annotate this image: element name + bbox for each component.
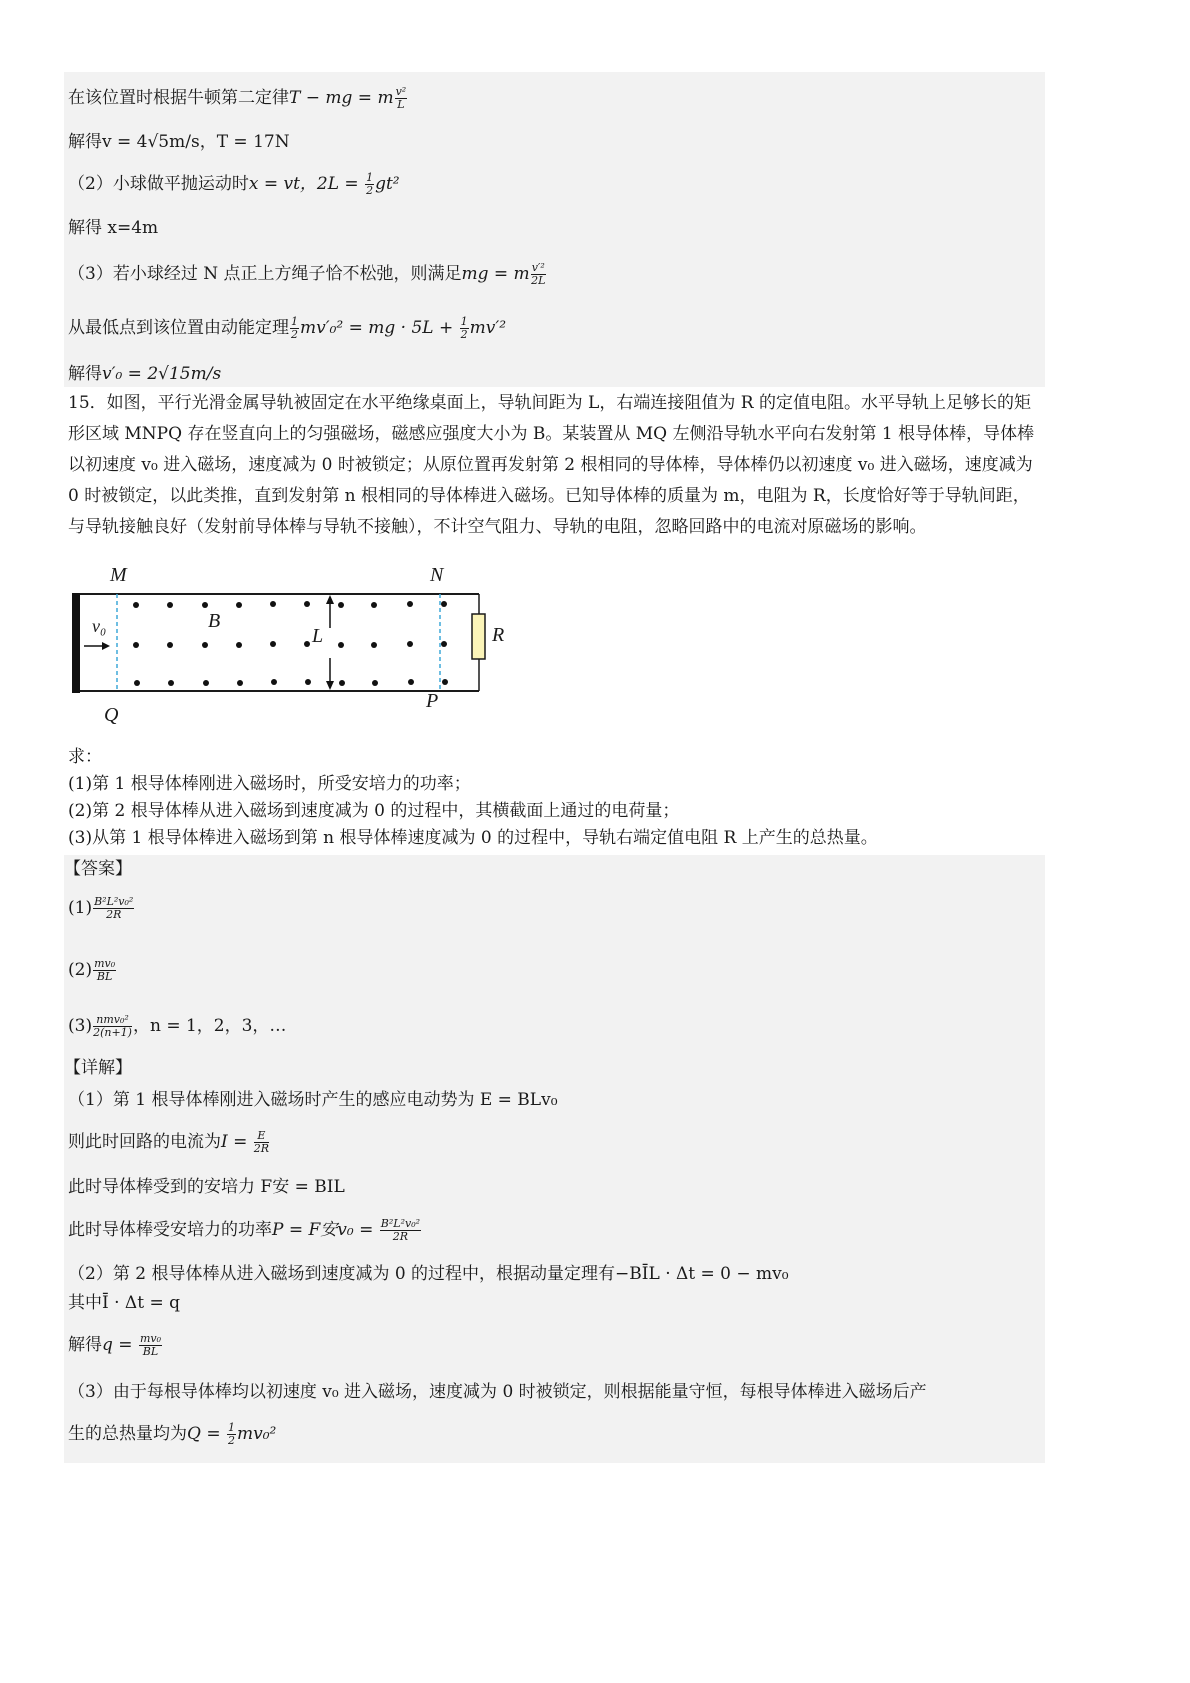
prev-line-7 — [68, 362, 221, 386]
equation: q = — [102, 1335, 138, 1355]
denominator: 2R — [253, 1142, 270, 1155]
prev-line-4 — [68, 216, 158, 240]
suffix: ，n = 1，2，3，… — [132, 1016, 287, 1036]
numerator: v′² — [531, 261, 545, 274]
question-number: 15． — [68, 393, 107, 413]
text: 解得 x=4m — [68, 218, 159, 238]
denominator: 2R — [392, 1230, 409, 1243]
question-paragraph — [68, 388, 1043, 543]
label-B: B — [208, 610, 221, 632]
numerator: B²L²v₀² — [380, 1217, 421, 1230]
text: （2）小球做平抛运动时 — [68, 174, 249, 194]
equation: mv′² — [469, 318, 507, 338]
equation: mv₀² — [237, 1424, 277, 1444]
denominator: 2R — [106, 908, 122, 921]
detail-5: （2）第 2 根导体棒从进入磁场到速度减为 0 的过程中，根据动量定理有−BĪL · Δt = 0 − mv₀ — [68, 1264, 789, 1284]
denominator: BL — [96, 970, 113, 983]
ask-label: 求： — [68, 747, 102, 767]
numerator: 1 — [460, 315, 468, 328]
detail-2 — [68, 1130, 270, 1155]
equation: v = 4√5m/s，T = 17N — [102, 132, 290, 152]
text: 解得 — [68, 132, 102, 152]
detail-heading: 【详解】 — [64, 1058, 132, 1078]
answer-block — [64, 855, 1045, 1463]
numerator: 1 — [291, 315, 298, 328]
equation: P = F安v₀ = — [272, 1220, 379, 1240]
answer-1 — [68, 896, 135, 921]
fraction — [139, 1333, 162, 1358]
label-N: N — [430, 564, 444, 586]
text: （3）若小球经过 N 点正上方绳子恰不松弛，则满足 — [68, 264, 462, 284]
label-R: R — [492, 624, 505, 646]
equation: mg = m — [461, 264, 530, 284]
fraction — [93, 958, 116, 983]
detail-4 — [68, 1218, 422, 1243]
prefix: (1) — [68, 898, 93, 918]
equation: x = vt，2L = — [248, 174, 365, 194]
answer-heading: 【答案】 — [64, 859, 132, 879]
denominator: 2(n+1) — [93, 1026, 132, 1039]
text: 在该位置时根据牛顿第二定律 — [68, 88, 289, 108]
equation: T − mg = m — [289, 88, 394, 108]
numerator: 1 — [366, 171, 374, 184]
text: 则此时回路的电流为 — [68, 1132, 221, 1152]
detail-3: 此时导体棒受到的安培力 F安 = BIL — [68, 1177, 345, 1197]
denominator: L — [397, 98, 405, 111]
prefix: (3) — [68, 1016, 93, 1036]
label-v0: v₀ — [92, 616, 107, 636]
denominator: 2 — [366, 184, 374, 197]
question-text: 如图，平行光滑金属导轨被固定在水平绝缘桌面上，导轨间距为 L，右端连接阻值为 R 的定值电阻。水平导轨上足够长的矩形区域 MNPQ 存在竖直向上的匀强磁场，磁感应强度大小为 B。某装置从 MQ 左侧沿导轨水平向右发射第 1 根导体棒，导体棒以初速度 v₀ 进入磁场，速度减为 0 时被锁定；从原位置再发射第 2 根相同的导体棒，导体棒仍以初速度 v₀ 进入磁场，速度减为 0 时被锁定，以此类推，直到发射第 n 根相同的导体棒进入磁场。已知导体棒的质量为 m，电阻为 R，长度恰好等于导轨间距，与导轨接触良好（发射前导体棒与导轨不接触），不计空气阻力、导轨的电阻，忽略回路中的电流对原磁场的影响。 — [68, 393, 1035, 537]
answer-3 — [68, 1014, 286, 1039]
fraction — [395, 86, 408, 111]
prev-line-6 — [68, 316, 506, 341]
detail-1: （1）第 1 根导体棒刚进入磁场时产生的感应电动势为 E = BLv₀ — [68, 1090, 558, 1110]
prev-line-1 — [68, 86, 408, 111]
prev-line-3 — [68, 172, 400, 197]
text: 解得 — [68, 364, 102, 384]
equation: v′₀ = 2√15m/s — [102, 364, 222, 384]
label-P: P — [426, 690, 439, 712]
numerator: B²L²v₀² — [94, 895, 134, 908]
denominator: 2 — [228, 1434, 235, 1447]
fraction — [460, 316, 469, 341]
text: 解得 — [68, 1335, 102, 1355]
text: 此时导体棒受安培力的功率 — [68, 1220, 272, 1240]
denominator: 2 — [291, 328, 298, 341]
fraction — [93, 896, 134, 921]
equation: gt² — [375, 174, 400, 194]
fraction — [380, 1218, 421, 1243]
detail-6: 其中Ī · Δt = q — [68, 1293, 180, 1313]
detail-7 — [68, 1333, 163, 1358]
numerator: nmv₀² — [93, 1014, 132, 1027]
denominator: BL — [142, 1345, 159, 1358]
sub-question-3: (3)从第 1 根导体棒进入磁场到第 n 根导体棒速度减为 0 的过程中，导轨右端定值电阻 R 上产生的总热量。 — [68, 828, 878, 848]
fraction — [254, 1130, 269, 1155]
label-M: M — [110, 564, 127, 586]
equation: Q = — [187, 1424, 226, 1444]
numerator: v² — [395, 85, 407, 98]
fraction — [93, 1014, 132, 1039]
fraction — [227, 1422, 236, 1447]
sub-question-2: (2)第 2 根导体棒从进入磁场到速度减为 0 的过程中，其横截面上通过的电荷量； — [68, 801, 680, 821]
text: 生的总热量均为 — [68, 1424, 187, 1444]
numerator: E — [254, 1130, 269, 1143]
detail-8: （3）由于每根导体棒均以初速度 v₀ 进入磁场，速度减为 0 时被锁定，则根据能量守恒，每根导体棒进入磁场后产 — [68, 1382, 927, 1402]
text: 从最低点到该位置由动能定理 — [68, 318, 289, 338]
prev-line-2 — [68, 130, 290, 154]
prev-line-5 — [68, 262, 547, 287]
rails-magnetic-field-figure — [68, 562, 528, 742]
prefix: (2) — [68, 960, 93, 980]
numerator: mv₀ — [139, 1332, 161, 1345]
equation: mv′₀² = mg · 5L + — [300, 318, 459, 338]
answer-2 — [68, 958, 117, 983]
fraction — [531, 262, 546, 287]
label-Q: Q — [104, 704, 119, 726]
fraction — [290, 316, 299, 341]
equation: I = — [221, 1132, 253, 1152]
denominator: 2 — [460, 328, 468, 341]
numerator: 1 — [228, 1421, 235, 1434]
detail-9 — [68, 1422, 276, 1447]
sub-question-1: (1)第 1 根导体棒刚进入磁场时，所受安培力的功率； — [68, 774, 471, 794]
label-L: L — [312, 625, 324, 647]
fraction — [365, 172, 374, 197]
circuit-diagram — [68, 562, 528, 742]
numerator: mv₀ — [94, 957, 116, 970]
denominator: 2L — [531, 274, 546, 287]
